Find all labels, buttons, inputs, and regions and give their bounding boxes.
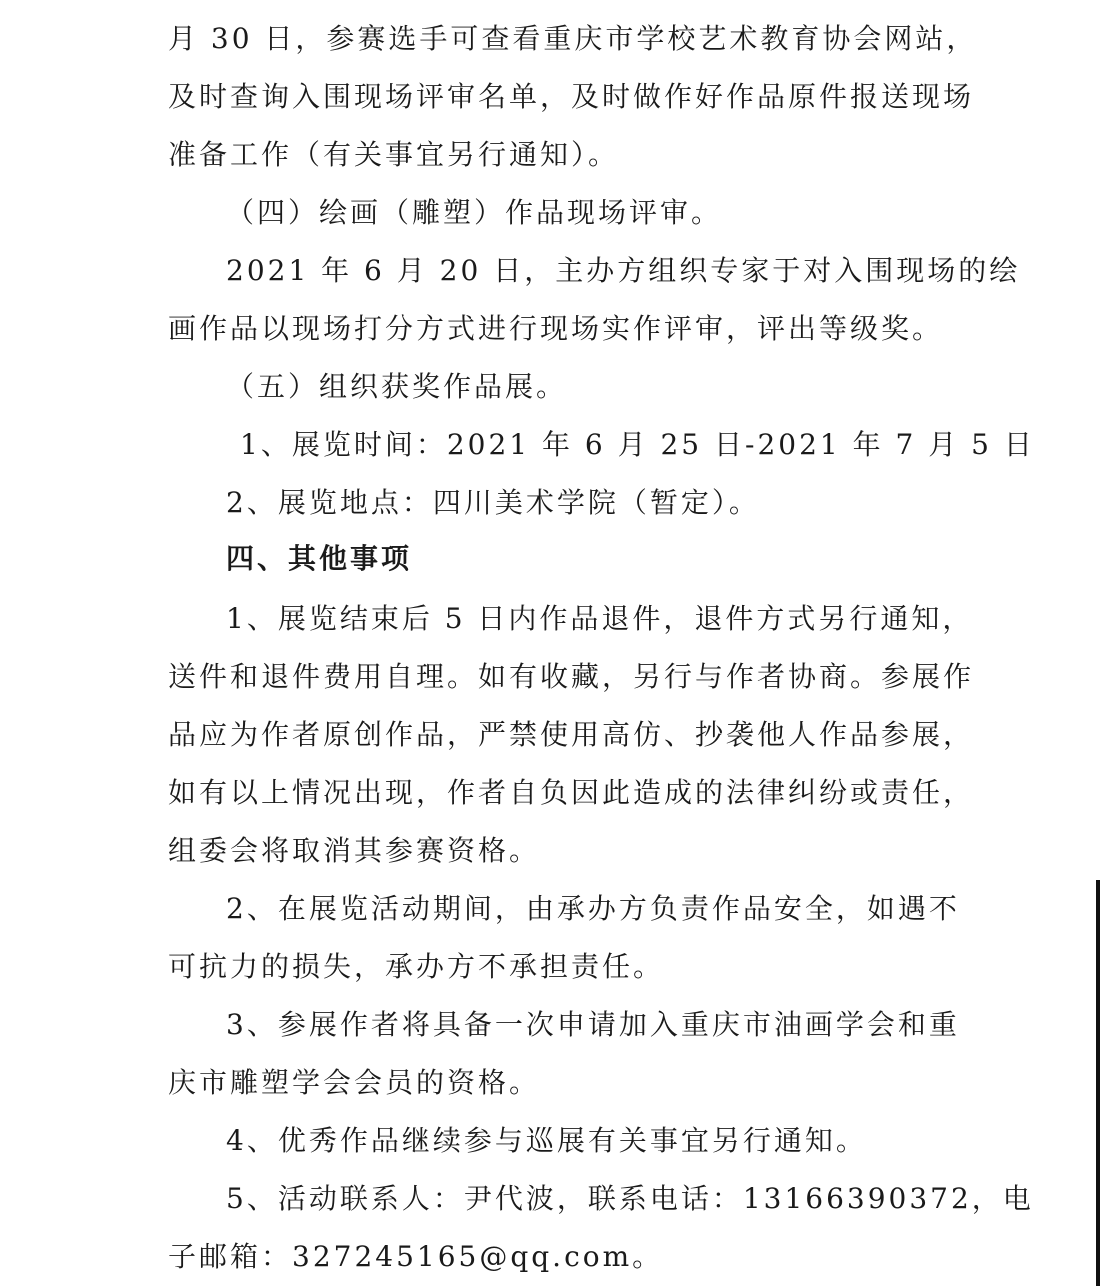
text-line-13: 品应为作者原创作品，严禁使用高仿、抄袭他人作品参展， [168, 718, 975, 751]
text-line-15: 组委会将取消其参赛资格。 [168, 834, 541, 867]
text-line-19: 庆市雕塑学会会员的资格。 [168, 1066, 541, 1099]
email-line: 子邮箱：327245165@qq.com。 [168, 1240, 664, 1273]
text-line-1: 月 30 日，参赛选手可查看重庆市学校艺术教育协会网站， [168, 22, 978, 55]
text-line-20: 4、优秀作品继续参与巡展有关事宜另行通知。 [226, 1124, 867, 1157]
contact-line: 5、活动联系人：尹代波，联系电话：13166390372，电 [226, 1182, 1034, 1215]
section-heading-other-matters: 四、其他事项 [226, 542, 413, 575]
text-line-12: 送件和退件费用自理。如有收藏，另行与作者协商。参展作 [168, 660, 975, 693]
text-line-3: 准备工作（有关事宜另行通知）。 [168, 138, 620, 171]
exhibition-location: 2、展览地点：四川美术学院（暂定）。 [226, 486, 760, 519]
text-line-11: 1、展览结束后 5 日内作品退件，退件方式另行通知， [226, 602, 974, 635]
text-line-17: 可抗力的损失，承办方不承担责任。 [168, 950, 665, 983]
text-line-5: 2021 年 6 月 20 日，主办方组织专家于对入围现场的绘 [226, 254, 1021, 287]
exhibition-time: 1、展览时间：2021 年 6 月 25 日-2021 年 7 月 5 日 [240, 428, 1035, 461]
text-line-2: 及时查询入围现场评审名单，及时做作好作品原件报送现场 [168, 80, 975, 113]
section-heading-four: （四）绘画（雕塑）作品现场评审。 [226, 196, 723, 229]
page-edge-divider [1096, 880, 1100, 1286]
text-line-16: 2、在展览活动期间，由承办方负责作品安全，如遇不 [226, 892, 960, 925]
text-line-6: 画作品以现场打分方式进行现场实作评审，评出等级奖。 [168, 312, 944, 345]
section-heading-five: （五）组织获奖作品展。 [226, 370, 568, 403]
text-line-14: 如有以上情况出现，作者自负因此造成的法律纠纷或责任， [168, 776, 975, 809]
text-line-18: 3、参展作者将具备一次申请加入重庆市油画学会和重 [226, 1008, 960, 1041]
